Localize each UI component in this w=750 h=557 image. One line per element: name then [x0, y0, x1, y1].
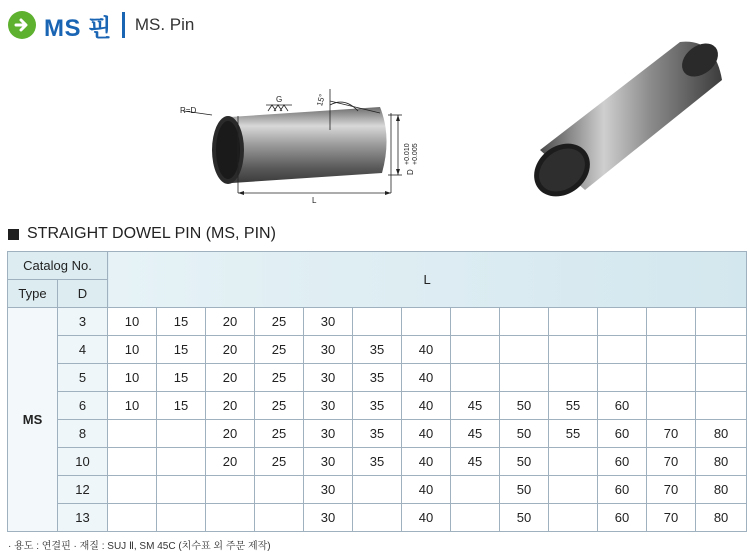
l-cell: [255, 504, 304, 532]
l-cell: 70: [647, 448, 696, 476]
l-cell: 80: [696, 504, 747, 532]
footnote: · 용도 : 연결핀 · 재질 : SUJ Ⅱ, SM 45C (치수표 외 주문 제작): [8, 541, 271, 552]
page-title: MS 핀: [44, 14, 112, 42]
l-cell: [157, 504, 206, 532]
l-cell: [353, 308, 402, 336]
l-cell: 10: [108, 308, 157, 336]
l-cell: 40: [402, 476, 451, 504]
section-heading: [8, 224, 276, 244]
l-cell: [402, 308, 451, 336]
l-cell: [696, 392, 747, 420]
l-cell: 35: [353, 420, 402, 448]
l-cell: [696, 364, 747, 392]
l-cell: [451, 476, 500, 504]
l-cell: 20: [206, 448, 255, 476]
l-cell: 60: [598, 476, 647, 504]
d-cell: 5: [58, 364, 108, 392]
table-row: [8, 504, 747, 532]
d-cell: 10: [58, 448, 108, 476]
l-cell: 50: [500, 504, 549, 532]
tolerance-lower: +0.005: [412, 143, 419, 165]
l-cell: 10: [108, 364, 157, 392]
l-cell: [549, 448, 598, 476]
l-cell: 20: [206, 336, 255, 364]
d-cell: 6: [58, 392, 108, 420]
l-cell: [549, 476, 598, 504]
l-cell: 30: [304, 308, 353, 336]
d-cell: 8: [58, 420, 108, 448]
l-cell: [108, 504, 157, 532]
l-cell: 70: [647, 476, 696, 504]
l-cell: [500, 308, 549, 336]
l-cell: [696, 336, 747, 364]
type-header: Type: [8, 280, 58, 308]
d-cell: 3: [58, 308, 108, 336]
l-cell: 80: [696, 420, 747, 448]
l-cell: 40: [402, 420, 451, 448]
arrow-right-icon: [8, 11, 36, 39]
l-cell: 35: [353, 336, 402, 364]
l-cell: 15: [157, 364, 206, 392]
l-cell: 45: [451, 392, 500, 420]
l-cell: 20: [206, 364, 255, 392]
table-row: [8, 420, 747, 448]
l-cell: [696, 308, 747, 336]
l-cell: [157, 448, 206, 476]
l-cell: [647, 392, 696, 420]
l-cell: [451, 336, 500, 364]
catalog-header: Catalog No.: [8, 252, 108, 280]
l-cell: [451, 364, 500, 392]
l-cell: 25: [255, 448, 304, 476]
l-cell: 35: [353, 364, 402, 392]
l-cell: 50: [500, 392, 549, 420]
l-cell: 45: [451, 420, 500, 448]
length-label: L: [312, 196, 317, 205]
l-cell: 25: [255, 392, 304, 420]
l-cell: [108, 420, 157, 448]
l-cell: 30: [304, 448, 353, 476]
d-header: D: [58, 280, 108, 308]
page-header: [8, 8, 194, 42]
l-cell: 30: [304, 336, 353, 364]
l-cell: [500, 364, 549, 392]
l-cell: 25: [255, 336, 304, 364]
l-cell: 30: [304, 420, 353, 448]
l-cell: [206, 504, 255, 532]
l-cell: 35: [353, 392, 402, 420]
l-cell: 35: [353, 448, 402, 476]
l-cell: 40: [402, 364, 451, 392]
l-cell: 60: [598, 448, 647, 476]
pin-photo: [530, 30, 740, 205]
l-cell: [451, 308, 500, 336]
l-cell: [108, 448, 157, 476]
l-cell: [206, 476, 255, 504]
diameter-label: D: [406, 169, 415, 175]
angle-label: 15°: [315, 93, 327, 108]
l-cell: 30: [304, 504, 353, 532]
l-cell: 15: [157, 336, 206, 364]
l-cell: 15: [157, 308, 206, 336]
l-cell: 25: [255, 420, 304, 448]
l-cell: 70: [647, 420, 696, 448]
l-cell: [157, 476, 206, 504]
l-cell: 30: [304, 476, 353, 504]
l-cell: 25: [255, 364, 304, 392]
l-cell: 10: [108, 336, 157, 364]
l-cell: 80: [696, 476, 747, 504]
l-cell: 40: [402, 448, 451, 476]
l-cell: 60: [598, 504, 647, 532]
d-cell: 4: [58, 336, 108, 364]
l-cell: 40: [402, 336, 451, 364]
l-cell: 25: [255, 308, 304, 336]
l-cell: 20: [206, 392, 255, 420]
d-cell: 13: [58, 504, 108, 532]
l-cell: [549, 308, 598, 336]
l-cell: 55: [549, 392, 598, 420]
l-cell: [353, 504, 402, 532]
l-cell: 15: [157, 392, 206, 420]
table-row: [8, 308, 747, 336]
surface-label: G: [276, 95, 283, 104]
title-divider: [122, 12, 125, 38]
l-cell: 70: [647, 504, 696, 532]
l-cell: [451, 504, 500, 532]
l-cell: 60: [598, 420, 647, 448]
tolerance-upper: +0.010: [404, 143, 411, 165]
l-cell: [157, 420, 206, 448]
l-cell: [108, 476, 157, 504]
l-cell: 30: [304, 392, 353, 420]
spec-table: [7, 251, 747, 532]
l-cell: 50: [500, 420, 549, 448]
l-cell: 30: [304, 364, 353, 392]
l-cell: [549, 364, 598, 392]
bullet-square-icon: [8, 229, 19, 240]
table-row: [8, 392, 747, 420]
page-subtitle: MS. Pin: [134, 15, 195, 34]
l-cell: 55: [549, 420, 598, 448]
l-cell: [647, 364, 696, 392]
table-row: [8, 476, 747, 504]
l-cell: 20: [206, 308, 255, 336]
l-cell: 80: [696, 448, 747, 476]
table-row: [8, 336, 747, 364]
l-cell: [255, 476, 304, 504]
radius-label: R=D: [180, 106, 197, 115]
l-cell: 60: [598, 392, 647, 420]
l-cell: [500, 336, 549, 364]
l-cell: [647, 336, 696, 364]
l-cell: [353, 476, 402, 504]
table-row: [8, 448, 747, 476]
d-cell: 12: [58, 476, 108, 504]
l-cell: 20: [206, 420, 255, 448]
l-header: L: [108, 252, 747, 308]
l-cell: 50: [500, 448, 549, 476]
table-row: [8, 364, 747, 392]
table-header-row: [8, 252, 747, 280]
l-cell: 40: [402, 504, 451, 532]
l-cell: 50: [500, 476, 549, 504]
type-cell: MS: [8, 308, 58, 532]
l-cell: [598, 336, 647, 364]
l-cell: [598, 308, 647, 336]
l-cell: [549, 504, 598, 532]
section-title-text: STRAIGHT DOWEL PIN (MS, PIN): [27, 225, 276, 242]
pin-dimension-drawing: [170, 75, 440, 215]
l-cell: [549, 336, 598, 364]
l-cell: 10: [108, 392, 157, 420]
l-cell: 45: [451, 448, 500, 476]
l-cell: [647, 308, 696, 336]
l-cell: [598, 364, 647, 392]
l-cell: 40: [402, 392, 451, 420]
